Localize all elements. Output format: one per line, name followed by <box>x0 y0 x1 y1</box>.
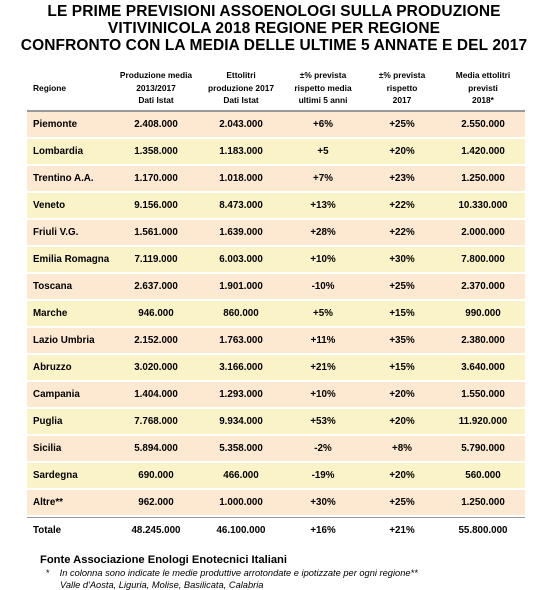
table-cell: 2.000.000 <box>441 219 525 246</box>
table-cell: +28% <box>283 219 363 246</box>
region-name: Puglia <box>27 408 113 435</box>
region-name: Altre** <box>27 489 113 516</box>
table-cell: 466.000 <box>199 462 283 489</box>
region-name: Campania <box>27 381 113 408</box>
total-label: Totale <box>27 518 113 542</box>
table-cell: 11.920.000 <box>441 408 525 435</box>
total-cell: 46.100.000 <box>199 518 283 542</box>
table-cell: +25% <box>363 273 441 300</box>
title-line-1: LE PRIME PREVISIONI ASSOENOLOGI SULLA PRODUZIONE <box>47 3 501 20</box>
table-cell: 2.152.000 <box>113 327 199 354</box>
table-cell: +30% <box>283 489 363 516</box>
table-cell: 2.370.000 <box>441 273 525 300</box>
table-row <box>27 192 525 219</box>
table-cell: -10% <box>283 273 363 300</box>
table-cell: +25% <box>363 112 441 138</box>
table-cell: 1.293.000 <box>199 381 283 408</box>
table-cell: +25% <box>363 489 441 516</box>
region-name: Emilia Romagna <box>27 246 113 273</box>
table-cell: 6.003.000 <box>199 246 283 273</box>
table-cell: +20% <box>363 138 441 165</box>
column-header-5 <box>441 66 525 110</box>
column-header-4 <box>363 66 441 110</box>
table-cell: +53% <box>283 408 363 435</box>
column-header-line: 2013/2017 <box>136 82 176 93</box>
table-cell: +7% <box>283 165 363 192</box>
region-name: Sicilia <box>27 435 113 462</box>
table-cell: 1.763.000 <box>199 327 283 354</box>
table-cell: 1.561.000 <box>113 219 199 246</box>
table-cell: 8.473.000 <box>199 192 283 219</box>
table-cell: 5.894.000 <box>113 435 199 462</box>
table-cell: 1.250.000 <box>441 165 525 192</box>
table-cell: 2.637.000 <box>113 273 199 300</box>
table-cell: +15% <box>363 354 441 381</box>
table-cell: 1.639.000 <box>199 219 283 246</box>
column-header-0 <box>27 66 113 110</box>
table-cell: 860.000 <box>199 300 283 327</box>
source-credit: Fonte Associazione Enologi Enotecnici Italiani <box>40 554 287 566</box>
table-cell: 1.358.000 <box>113 138 199 165</box>
table-row <box>27 381 525 408</box>
total-cell: +21% <box>363 518 441 542</box>
table-row <box>27 462 525 489</box>
column-header-line: ±% prevista <box>299 70 347 81</box>
table-cell: +6% <box>283 112 363 138</box>
table-row <box>27 165 525 192</box>
region-name: Sardegna <box>27 462 113 489</box>
table-cell: +20% <box>363 462 441 489</box>
column-header-line: rispetto media <box>294 82 352 93</box>
table-cell: +13% <box>283 192 363 219</box>
total-cell: 55.800.000 <box>441 518 525 542</box>
table-row <box>27 112 525 138</box>
footnote-text: In colonna sono indicate le medie produttive arrotondate e ipotizzate per ogni regione** <box>59 568 418 578</box>
table-cell: 9.156.000 <box>113 192 199 219</box>
table-cell: 990.000 <box>441 300 525 327</box>
production-table <box>27 66 525 542</box>
table-row <box>27 246 525 273</box>
table-cell: 5.358.000 <box>199 435 283 462</box>
table-cell: 9.934.000 <box>199 408 283 435</box>
table-cell: +5% <box>283 300 363 327</box>
table-cell: 10.330.000 <box>441 192 525 219</box>
table-cell: +35% <box>363 327 441 354</box>
table-cell: 1.183.000 <box>199 138 283 165</box>
table-row <box>27 435 525 462</box>
region-name: Friuli V.G. <box>27 219 113 246</box>
table-cell: 2.043.000 <box>199 112 283 138</box>
region-name: Veneto <box>27 192 113 219</box>
table-cell: +8% <box>363 435 441 462</box>
table-cell: 2.550.000 <box>441 112 525 138</box>
table-cell: 7.800.000 <box>441 246 525 273</box>
table-cell: 962.000 <box>113 489 199 516</box>
table-cell: 1.018.000 <box>199 165 283 192</box>
region-name: Lazio Umbria <box>27 327 113 354</box>
table-row <box>27 138 525 165</box>
total-cell: +16% <box>283 518 363 542</box>
table-cell: 2.408.000 <box>113 112 199 138</box>
table-cell: 2.380.000 <box>441 327 525 354</box>
table-cell: +23% <box>363 165 441 192</box>
total-row <box>27 518 525 542</box>
table-cell: 1.250.000 <box>441 489 525 516</box>
table-cell: +10% <box>283 246 363 273</box>
table-cell: +20% <box>363 408 441 435</box>
region-name: Lombardia <box>27 138 113 165</box>
table-cell: -2% <box>283 435 363 462</box>
table-cell: +30% <box>363 246 441 273</box>
column-header-line: 2018* <box>472 95 494 106</box>
table-cell: +21% <box>283 354 363 381</box>
table-cell: +11% <box>283 327 363 354</box>
region-name: Piemonte <box>27 112 113 138</box>
table-row <box>27 327 525 354</box>
table-row <box>27 489 525 516</box>
table-cell: +22% <box>363 219 441 246</box>
table-cell: 3.166.000 <box>199 354 283 381</box>
table-cell: 1.404.000 <box>113 381 199 408</box>
title-line-3: CONFRONTO CON LA MEDIA DELLE ULTIME 5 ANNATE E DEL 2017 <box>20 37 528 54</box>
column-header-line: produzione 2017 <box>207 82 275 93</box>
column-header-line: 2017 <box>392 95 412 106</box>
column-header-line: Produzione media <box>119 70 193 81</box>
column-header-line: ±% prevista <box>378 70 426 81</box>
page-title <box>0 3 548 54</box>
table-cell: 7.119.000 <box>113 246 199 273</box>
column-header-1 <box>113 66 199 110</box>
column-header-line: Regione <box>33 82 67 93</box>
table-cell: +10% <box>283 381 363 408</box>
table-row <box>27 300 525 327</box>
table-cell: -19% <box>283 462 363 489</box>
table-cell: +5 <box>283 138 363 165</box>
table-cell: 3.640.000 <box>441 354 525 381</box>
column-header-line: previsti <box>468 82 498 93</box>
region-name: Abruzzo <box>27 354 113 381</box>
region-name: Marche <box>27 300 113 327</box>
table-header-row <box>27 66 525 110</box>
table-row <box>27 408 525 435</box>
column-header-line: Dati Istat <box>223 95 259 106</box>
table-cell: 1.550.000 <box>441 381 525 408</box>
column-header-line: rispetto <box>386 82 418 93</box>
footnote-marker: * <box>46 568 50 578</box>
table-cell: 1.000.000 <box>199 489 283 516</box>
table-cell: 7.768.000 <box>113 408 199 435</box>
table-cell: 560.000 <box>441 462 525 489</box>
table-row <box>27 354 525 381</box>
table-cell: 1.170.000 <box>113 165 199 192</box>
table-cell: 1.901.000 <box>199 273 283 300</box>
total-cell: 48.245.000 <box>113 518 199 542</box>
table-body <box>27 110 525 542</box>
table-cell: 5.790.000 <box>441 435 525 462</box>
column-header-2 <box>199 66 283 110</box>
region-name: Trentino A.A. <box>27 165 113 192</box>
column-header-line: Media ettolitri <box>455 70 511 81</box>
table-cell: +20% <box>363 381 441 408</box>
column-header-line: Ettolitri <box>226 70 256 81</box>
footnote <box>46 568 418 578</box>
table-cell: +15% <box>363 300 441 327</box>
column-header-line: Dati Istat <box>138 95 174 106</box>
column-header-line: ultimi 5 anni <box>298 95 348 106</box>
table-row <box>27 219 525 246</box>
column-header-3 <box>283 66 363 110</box>
region-name: Toscana <box>27 273 113 300</box>
table-cell: 3.020.000 <box>113 354 199 381</box>
title-line-2: VITIVINICOLA 2018 REGIONE PER REGIONE <box>107 20 441 37</box>
footnote-regions: Valle d'Aosta, Liguria, Molise, Basilicata, Calabria <box>60 580 264 590</box>
table-cell: +22% <box>363 192 441 219</box>
table-cell: 690.000 <box>113 462 199 489</box>
table-cell: 1.420.000 <box>441 138 525 165</box>
table-row <box>27 273 525 300</box>
table-cell: 946.000 <box>113 300 199 327</box>
